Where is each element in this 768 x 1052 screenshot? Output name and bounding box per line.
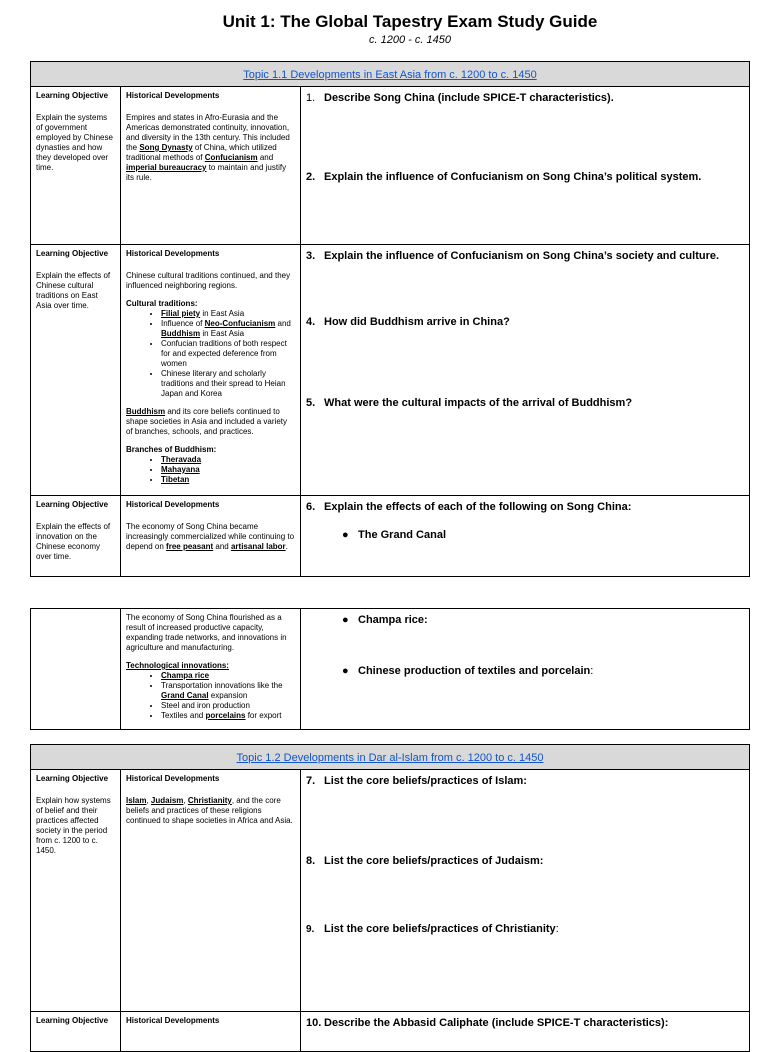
question-text: List the core beliefs/practices of Judaism: <box>324 855 544 867</box>
table-row <box>31 87 750 245</box>
question-text: List the core beliefs/practices of Christianity <box>324 923 556 935</box>
question-text: List the core beliefs/practices of Islam: <box>324 775 527 787</box>
questions-cell[interactable] <box>301 1012 750 1052</box>
question-2 <box>306 171 744 184</box>
learning-objective-cell <box>31 1012 121 1052</box>
question-number: 1. <box>306 92 316 104</box>
learning-objective-text: Explain how systems of belief and their practices affected society in the period from c. 1200 to c. 1450. <box>36 796 111 855</box>
question-text: Describe the Abbasid Caliphate (include SPICE-T characteristics): <box>324 1017 669 1029</box>
question-text: How did Buddhism arrive in China? <box>324 316 510 328</box>
topic-1-2-heading <box>31 745 750 770</box>
term-imperial-bureaucracy: imperial bureaucracy <box>126 163 207 172</box>
buddhism-paragraph: Buddhism and its core beliefs continued to shape societies in Asia and included a variety of branches, schools, and practices. <box>126 407 287 436</box>
page-title: Unit 1: The Global Tapestry Exam Study Guide <box>222 12 598 31</box>
bullet-icon: ● <box>342 665 349 677</box>
question-6: 6. Explain the effects of each of the following on Song China: <box>306 501 632 513</box>
table-row <box>31 770 750 1012</box>
historical-developments-label: Historical Developments <box>126 1016 220 1025</box>
historical-developments-cell: Historical Developments Islam, Judaism, Christianity, and the core beliefs and practices of these religions continued to shape societies in Africa and Asia. <box>121 770 301 1012</box>
question-text: Explain the influence of Confucianism on Song China’s society and culture. <box>324 250 720 262</box>
table-row <box>31 1012 750 1052</box>
question-text: Explain the effects of each of the following on Song China: <box>324 501 632 513</box>
question-8: 8. List the core beliefs/practices of Judaism: <box>306 855 544 867</box>
list-item: • Tibetan <box>161 475 295 485</box>
list-item: • Champa rice <box>161 671 295 681</box>
question-4: 4. How did Buddhism arrive in China? <box>306 316 510 328</box>
learning-objective-label: Learning Objective <box>36 500 109 509</box>
bullet-icon: ● <box>342 614 349 626</box>
topic-1-2-link[interactable]: Topic 1.2 Developments in Dar al-Islam from c. 1200 to c. 1450 <box>236 752 544 764</box>
list-item: • Chinese literary and scholarly traditions and their spread to Heian Japan and Korea <box>161 369 295 399</box>
bullet-icon: ● <box>342 529 349 541</box>
tech-innovations-list <box>126 671 295 721</box>
question-text: Describe Song China (include SPICE-T characteristics). <box>324 92 614 104</box>
historical-developments-cell: The economy of Song China flourished as a result of increased productive capacity, expanding trade networks, and innovations in agriculture and manufacturing. Technological innovations: • Champa rice • Transportation innovations like the Grand Canal expansion • Steel and iron production • Textiles and porcelains for export <box>121 609 301 730</box>
list-item: • Influence of Neo-Confucianism and Buddhism in East Asia <box>161 319 295 339</box>
learning-objective-label: Learning Objective <box>36 91 109 100</box>
hd-text: to maintain and justify its rule. <box>126 163 287 182</box>
learning-objective-text: Explain the effects of Chinese cultural traditions on East Asia over time. <box>36 271 111 310</box>
hd-text: of China, which utilized traditional methods of <box>126 143 277 162</box>
table-row <box>31 496 750 577</box>
term-islam: Islam <box>126 796 147 805</box>
question-1 <box>306 92 744 105</box>
question-number: 2. <box>306 171 316 183</box>
learning-objective-label: Learning Objective <box>36 249 109 258</box>
question-3: 3. Explain the influence of Confucianism on Song China’s society and culture. <box>306 250 720 262</box>
term-christianity: Christianity <box>187 796 232 805</box>
learning-objective-label: Learning Objective <box>36 1016 109 1025</box>
hd-text: Empires and states in Afro-Eurasia and the Americas demonstrated continuity, innovation, and diversity in the 13th century. This included the <box>126 113 290 152</box>
hd-text: and <box>257 153 274 162</box>
question-7: 7. List the core beliefs/practices of Islam: <box>306 775 527 787</box>
term-free-peasant: free peasant <box>166 542 214 551</box>
topic-1-2-table <box>30 744 750 1052</box>
learning-objective-cell <box>31 87 121 245</box>
question-10: 10. Describe the Abbasid Caliphate (include SPICE-T characteristics): <box>306 1017 669 1029</box>
questions-cell[interactable] <box>301 245 750 496</box>
cultural-traditions-label: Cultural traditions: <box>126 299 198 308</box>
topic-1-1-heading <box>31 62 750 87</box>
learning-objective-cell <box>31 245 121 496</box>
list-item: • Theravada <box>161 455 295 465</box>
questions-cell[interactable] <box>301 770 750 1012</box>
tech-innovations-label: Technological innovations: <box>126 661 229 670</box>
list-item: • Filial piety in East Asia <box>161 309 295 319</box>
learning-objective-cell <box>31 609 121 730</box>
learning-objective-text: Explain the systems of government employed by Chinese dynasties and how they developed over time. <box>36 113 113 172</box>
questions-cell[interactable] <box>301 496 750 577</box>
historical-developments-label: Historical Developments <box>126 249 220 258</box>
hd-intro: Chinese cultural traditions continued, and they influenced neighboring regions. <box>126 271 291 290</box>
learning-objective-cell <box>31 770 121 1012</box>
term-judaism: Judaism <box>150 796 184 805</box>
learning-objective-text: Explain the effects of innovation on the Chinese economy over time. <box>36 522 111 561</box>
term-artisanal-labor: artisanal labor <box>230 542 286 551</box>
topic-1-1-table <box>30 61 750 577</box>
term-song-dynasty: Song Dynasty <box>139 143 193 152</box>
table-row <box>31 609 750 730</box>
historical-developments-label: Historical Developments <box>126 774 220 783</box>
topic-1-1-continued-table <box>30 608 750 730</box>
term-confucianism: Confucianism <box>204 153 258 162</box>
branches-list <box>126 455 295 485</box>
list-item: • Steel and iron production <box>161 701 295 711</box>
list-item: • Mahayana <box>161 465 295 475</box>
historical-developments-label: Historical Developments <box>126 500 220 509</box>
historical-developments-cell <box>121 1012 301 1052</box>
historical-developments-cell <box>121 87 301 245</box>
question-text: What were the cultural impacts of the arrival of Buddhism? <box>324 397 633 409</box>
question-5: 5. What were the cultural impacts of the arrival of Buddhism? <box>306 397 633 409</box>
learning-objective-cell <box>31 496 121 577</box>
table-row <box>31 245 750 496</box>
bullet-grand-canal: ● The Grand Canal <box>342 529 447 541</box>
question-text: Explain the influence of Confucianism on Song China’s political system. <box>324 171 702 183</box>
page-subtitle: c. 1200 - c. 1450 <box>369 34 451 46</box>
questions-cell[interactable] <box>301 87 750 245</box>
bullet-champa-rice: ● Champa rice: <box>342 614 428 626</box>
topic-1-1-link[interactable]: Topic 1.1 Developments in East Asia from c. 1200 to c. 1450 <box>243 69 537 81</box>
historical-developments-label: Historical Developments <box>126 91 220 100</box>
list-item: • Textiles and porcelains for export <box>161 711 295 721</box>
cultural-traditions-list <box>126 309 295 399</box>
historical-developments-cell <box>121 245 301 496</box>
questions-cell[interactable] <box>301 609 750 730</box>
list-item: • Transportation innovations like the Grand Canal expansion <box>161 681 295 701</box>
list-item: • Confucian traditions of both respect for and expected deference from women <box>161 339 295 369</box>
historical-developments-cell: Historical Developments The economy of Song China became increasingly commercialized while continuing to depend on free peasant and artisanal labor. <box>121 496 301 577</box>
branches-label: Branches of Buddhism: <box>126 445 217 454</box>
bullet-textiles-porcelain: ● Chinese production of textiles and porcelain: <box>342 665 594 677</box>
learning-objective-label: Learning Objective <box>36 774 109 783</box>
question-9: 9. List the core beliefs/practices of Christianity: <box>306 923 559 935</box>
